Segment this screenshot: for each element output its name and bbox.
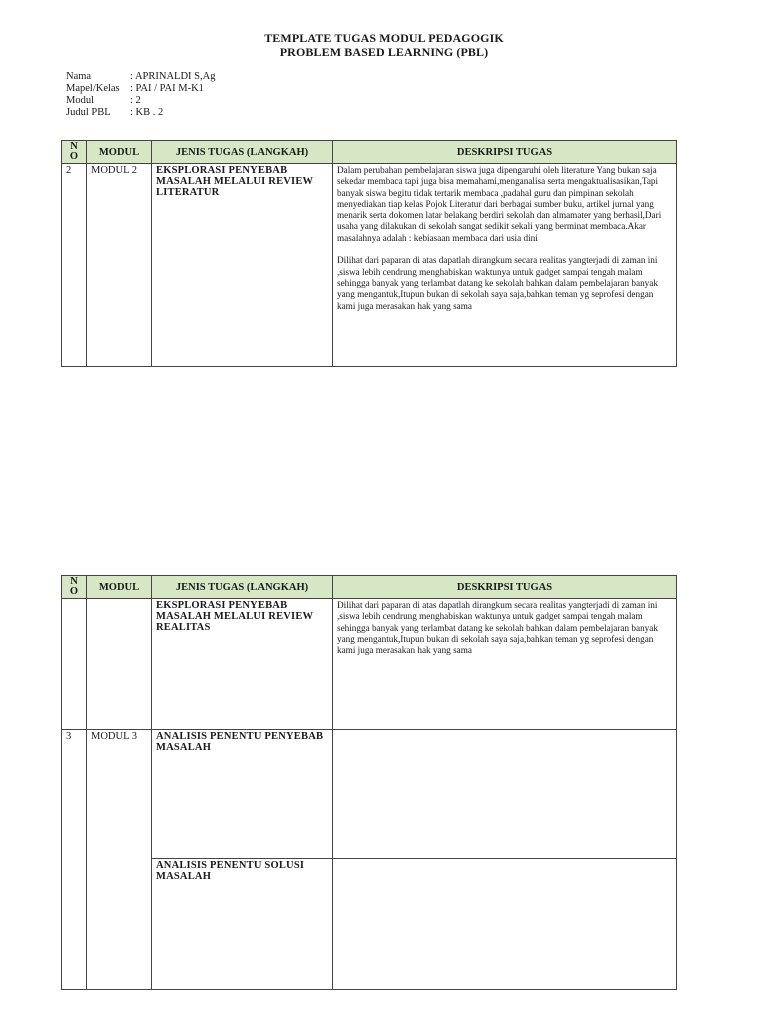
header-no: N O xyxy=(62,576,87,599)
info-row-judul-pbl xyxy=(66,107,215,119)
cell-no: 2 xyxy=(62,164,87,367)
header-deskripsi-tugas: DESKRIPSI TUGAS xyxy=(333,141,677,164)
header-modul: MODUL xyxy=(87,576,152,599)
header-jenis-tugas: JENIS TUGAS (LANGKAH) xyxy=(152,576,333,599)
cell-jenis-tugas: EKSPLORASI PENYEBAB MASALAH MELALUI REVIEW REALITAS xyxy=(152,599,333,730)
cell-jenis-tugas: EKSPLORASI PENYEBAB MASALAH MELALUI REVIEW LITERATUR xyxy=(152,164,333,367)
cell-no xyxy=(62,599,87,730)
header-no: N O xyxy=(62,141,87,164)
info-label: Judul PBL xyxy=(66,107,111,118)
info-row-mapel-kelas xyxy=(66,83,215,95)
info-value: : KB . 2 xyxy=(130,107,164,118)
info-label: Modul xyxy=(66,95,95,106)
cell-jenis-tugas: ANALISIS PENENTU PENYEBAB MASALAH xyxy=(152,730,333,859)
cell-deskripsi: Dilihat dari paparan di atas dapatlah dirangkum secara realitas yangterjadi di zaman ini ,siswa lebih cendrung menghabiskan waktunya untuk gadget sampai tengah malam sehingga banyak yang terlambat datang ke sekolah bahkan dalam pembelajaran banyak yang mengantuk,Itupun bukan di sekolah saya saja,bahkan teman yg seprofesi dengan kami juga merasakan hak yang sama xyxy=(333,599,677,730)
header-jenis-tugas: JENIS TUGAS (LANGKAH) xyxy=(152,141,333,164)
task-table-2 xyxy=(61,575,677,990)
header-deskripsi-tugas: DESKRIPSI TUGAS xyxy=(333,576,677,599)
cell-jenis-tugas: ANALISIS PENENTU SOLUSI MASALAH xyxy=(152,859,333,990)
identity-block xyxy=(66,71,215,119)
table-row xyxy=(62,730,677,859)
info-value: : APRINALDI S,Ag xyxy=(130,71,216,82)
table-row xyxy=(62,164,677,367)
cell-modul: MODUL 3 xyxy=(87,730,152,990)
document-title-line1: TEMPLATE TUGAS MODUL PEDAGOGIK xyxy=(264,31,504,45)
cell-deskripsi xyxy=(333,730,677,859)
table-row xyxy=(62,859,677,990)
info-value: : 2 xyxy=(130,95,141,106)
info-row-nama xyxy=(66,71,215,83)
info-label: Nama xyxy=(66,71,92,82)
document-title-line2: PROBLEM BASED LEARNING (PBL) xyxy=(279,45,489,59)
desc-paragraph-2: Dilihat dari paparan di atas dapatlah dirangkum secara realitas yangterjadi di zaman ini ,siswa lebih cendrung menghabiskan waktunya untuk gadget sampai tengah malam sehingga banyak yang terlambat datang ke sekolah bahkan dalam pembelajaran banyak yang mengantuk,Itupun bukan di sekolah saya saja,bahkan teman yg seprofesi dengan kami juga merasakan hak yang sama xyxy=(337,255,658,311)
desc-paragraph-1: Dalam perubahan pembelajaran siswa juga dipengaruhi oleh literature Yang bukan saja sekedar membaca tapi juga bisa memahami,menganalisa serta mengaktualisasikan,Tapi banyak siswa begitu tidak tertarik membaca ,padahal guru dan pimpinan sekolah menyediakan tiap kelas Pojok Literatur dari berbagai sumber buku, artikel jurnal yang menarik serta dokomen latar belakang berdiri sekolah dan almamater yang berhasil,Dari usaha yang dilakukan di sekolah sangat sedikit sekali yang berminat membaca.Akar masalahnya adalah : kebiasaan membaca dari usia dini xyxy=(337,165,662,243)
info-row-modul xyxy=(66,95,215,107)
cell-modul: MODUL 2 xyxy=(87,164,152,367)
table-row xyxy=(62,599,677,730)
task-table-1 xyxy=(61,140,677,367)
info-label: Mapel/Kelas xyxy=(66,83,120,94)
table-header-row xyxy=(62,576,677,599)
table-header-row xyxy=(62,141,677,164)
cell-modul xyxy=(87,599,152,730)
info-value: : PAI / PAI M-K1 xyxy=(130,83,204,94)
cell-no: 3 xyxy=(62,730,87,990)
header-modul: MODUL xyxy=(87,141,152,164)
cell-deskripsi xyxy=(333,164,677,367)
cell-deskripsi xyxy=(333,859,677,990)
